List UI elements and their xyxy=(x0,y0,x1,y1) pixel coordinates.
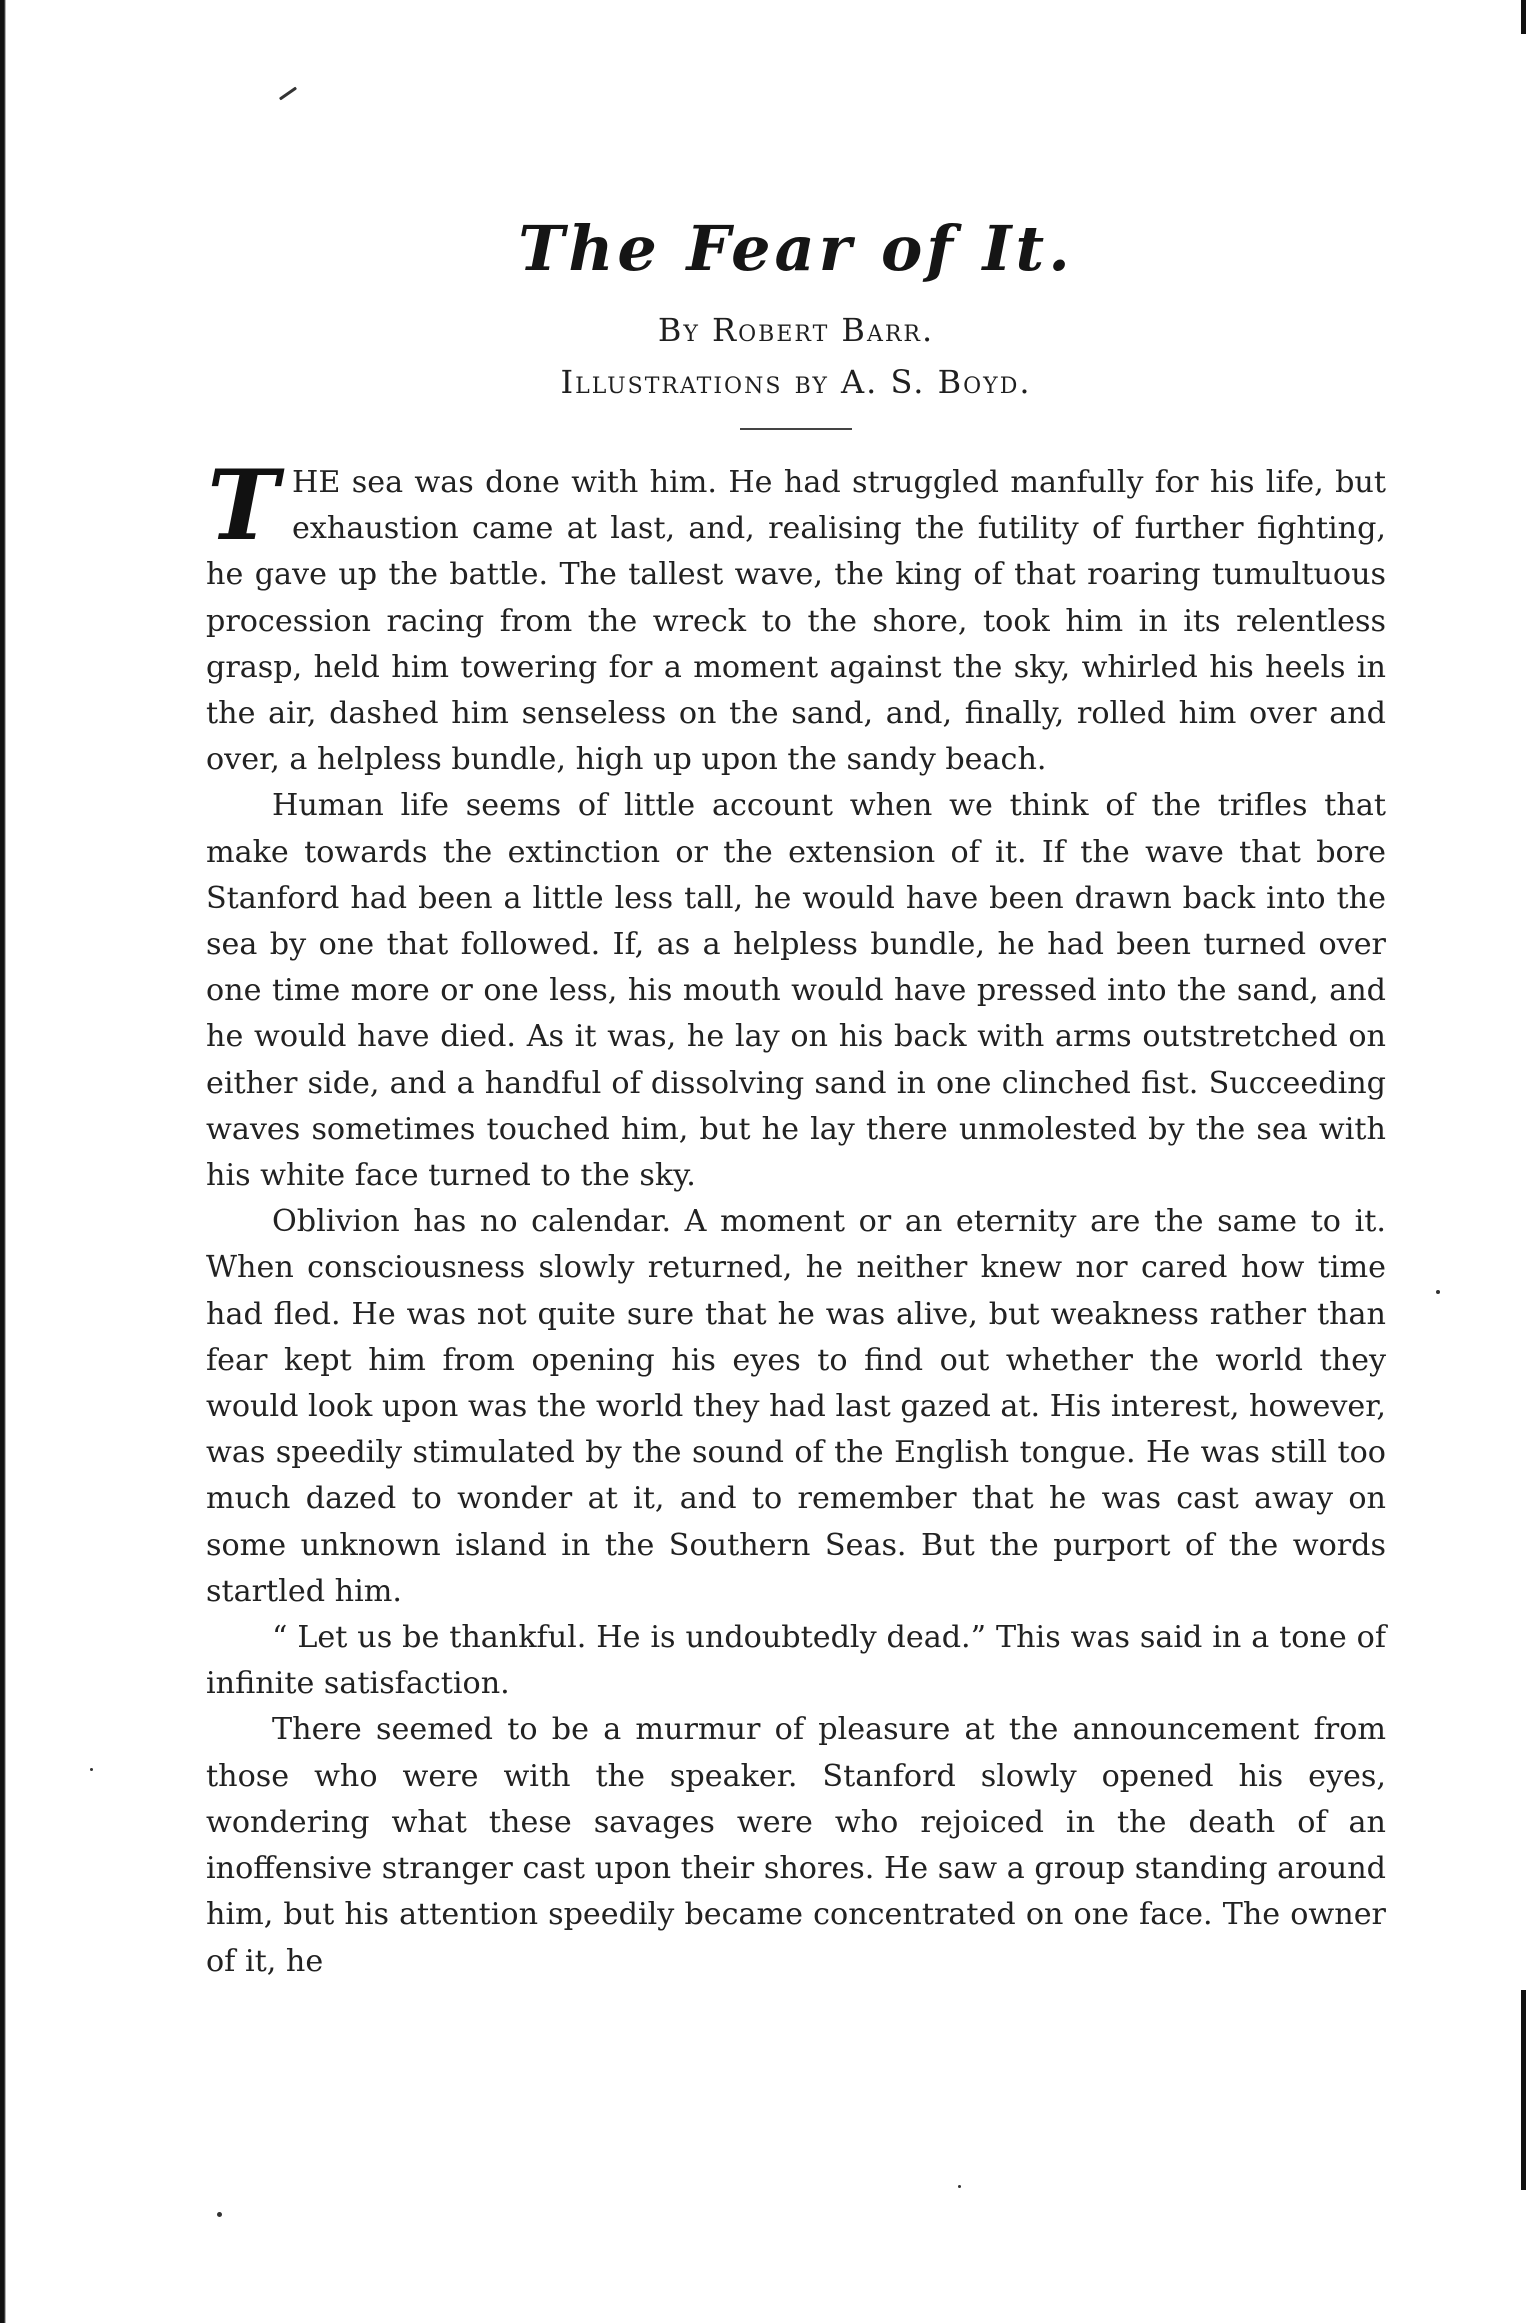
page-edge-left xyxy=(0,0,6,2323)
page-edge-right-bottom xyxy=(1521,1990,1526,2190)
drop-cap: T xyxy=(207,449,279,562)
speck-mark xyxy=(217,2212,222,2217)
author-byline: By Robert Barr. xyxy=(657,311,935,349)
article-title: The Fear of It. xyxy=(518,212,1074,285)
article-body xyxy=(206,449,1386,1985)
first-word: HE xyxy=(292,465,341,500)
speck-mark xyxy=(90,1768,93,1771)
speck-mark xyxy=(279,87,297,101)
paragraph-text: sea was done with him. He had struggled manfully for his life, but exhaustion came at last, and, realising the futility of further fighting, he gave up the battle. The tallest wave, the king of that roaring tumultuous procession racing from the wreck to the shore, took him in its relentless grasp, held him towering for a moment against the sky, whirled his heels in the air, dashed him senseless on the sand, and, finally, rolled him over and over, a helpless bundle, high up upon the sandy beach. xyxy=(206,465,1386,778)
paragraph-1 xyxy=(206,449,1386,783)
page-edge-right-top xyxy=(1521,0,1526,34)
illustrator-credit: Illustrations by A. S. Boyd. xyxy=(560,363,1032,401)
paragraph-2: Human life seems of little account when we think of the trifles that make towards the extinction or the extension of it. If the wave that bore Stanford had been a little less tall, he would have been drawn back into the sea by one that followed. If, as a helpless bundle, he had been turned over one time more or one less, his mouth would have pressed into the sand, and he would have died. As it was, he lay on his back with arms outstretched on either side, and a handful of dissolving sand in one clinched fist. Succeeding waves sometimes touched him, but he lay there unmolested by the sea with his white face turned to the sky. xyxy=(206,788,1386,1194)
paragraph-3: Oblivion has no calendar. A moment or an eternity are the same to it. When consciousness slowly returned, he neither knew nor cared how time had fled. He was not quite sure that he was alive, but weakness rather than fear kept him from opening his eyes to find out whether the world they would look upon was the world they had last gazed at. His interest, however, was speedily stimulated by the sound of the English tongue. He was still too much dazed to wonder at it, and to remember that he was cast away on some unknown island in the Southern Seas. But the purport of the words startled him. xyxy=(206,1204,1386,1609)
speck-mark xyxy=(958,2185,961,2188)
paragraph-4: “ Let us be thankful. He is undoubtedly dead.” This was said in a tone of infinite satisfaction. xyxy=(206,1620,1386,1702)
article-page xyxy=(206,200,1386,1985)
speck-mark xyxy=(1436,1290,1440,1294)
title-divider xyxy=(740,428,852,430)
paragraph-5: There seemed to be a murmur of pleasure at the announcement from those who were with the speaker. Stanford slowly opened his eyes, wondering what these savages were who rejoiced in the death of an inoffensive stranger cast upon their shores. He saw a group standing around him, but his attention speedily became concentrated on one face. The owner of it, he xyxy=(206,1712,1386,1979)
